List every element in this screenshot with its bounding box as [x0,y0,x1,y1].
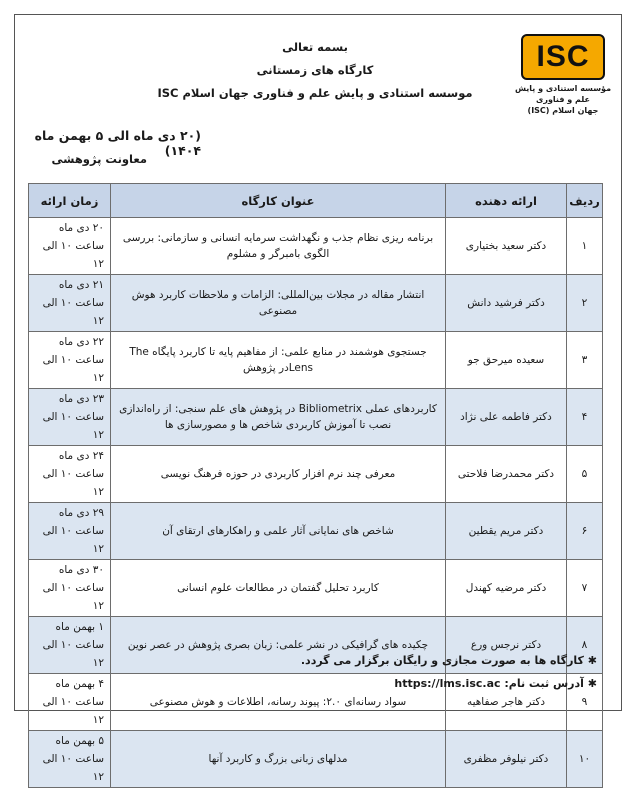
row-title: مدلهای زبانی بزرگ و کاربرد آنها [111,731,446,788]
row-date: ۱ بهمن ماه [55,621,104,633]
table-row [29,503,603,560]
row-hour: ساعت ۱۰ الی ۱۲ [42,582,104,612]
row-time [29,503,111,560]
row-title: چکیده های گرافیکی در نشر علمی: زبان بصری پژوهش در عصر نوین [111,617,446,674]
row-date: ۲۹ دی ماه [58,507,104,519]
row-presenter: دکتر نرجس ورع [446,617,567,674]
row-num: ۱ [567,218,603,275]
header-presenter: ارائه دهنده [446,184,567,218]
row-hour: ساعت ۱۰ الی ۱۲ [42,468,104,498]
header-title: عنوان کارگاه [111,184,446,218]
asterisk-icon: ✱ [587,677,597,690]
row-title: معرفی چند نرم افزار کاربردی در حوزه فرهنگ نویسی [111,446,446,503]
table-row [29,332,603,389]
header-bismillah: بسمه تعالی [282,40,348,54]
row-num: ۱۰ [567,731,603,788]
row-time [29,617,111,674]
row-presenter: دکتر هاجر صفاهیه [446,674,567,731]
isc-logo [508,34,618,116]
table-row [29,275,603,332]
row-time [29,731,111,788]
row-time [29,674,111,731]
table-row [29,446,603,503]
table-row [29,731,603,788]
row-hour: ساعت ۱۰ الی ۱۲ [42,639,104,669]
header-time: زمان ارائه [29,184,111,218]
isc-logo-badge [521,34,605,80]
row-num: ۲ [567,275,603,332]
asterisk-icon: ✱ [587,654,597,667]
row-presenter: دکتر سعید بختیاری [446,218,567,275]
note-register [394,677,597,690]
row-hour: ساعت ۱۰ الی ۱۲ [42,240,104,270]
row-date: ۴ بهمن ماه [55,678,104,690]
row-date: ۲۲ دی ماه [58,336,104,348]
row-hour: ساعت ۱۰ الی ۱۲ [42,411,104,441]
row-num: ۹ [567,674,603,731]
row-time [29,560,111,617]
logo-caption-line1: مؤسسه استنادی و پایش علم و فناوری [514,84,612,104]
row-date: ۲۱ دی ماه [58,279,104,291]
row-date: ۲۴ دی ماه [58,450,104,462]
row-title: جستجوی هوشمند در منابع علمی: از مفاهیم پایه تا کاربرد پایگاه The Lensدر پژوهش [111,332,446,389]
row-title: شاخص های نمایانی آثار علمی و راهکارهای ارتقای آن [111,503,446,560]
row-title: برنامه ریزی نظام جذب و نگهداشت سرمایه انسانی و سازمانی: بررسی الگوی بامبرگر و مشلوم [111,218,446,275]
row-title: انتشار مقاله در مجلات بین‌المللی: الزامات و ملاحظات کاربرد هوش مصنوعی [111,275,446,332]
row-hour: ساعت ۱۰ الی ۱۲ [42,297,104,327]
header-title: کارگاه های زمستانی [256,63,374,77]
row-num: ۶ [567,503,603,560]
row-hour: ساعت ۱۰ الی ۱۲ [42,525,104,555]
row-num: ۴ [567,389,603,446]
row-presenter: سعیده میرحق جو [446,332,567,389]
row-title: کاربرد تحلیل گفتمان در مطالعات علوم انسانی [111,560,446,617]
row-title: سواد رسانه‌ای ۲.۰: پیوند رسانه، اطلاعات و هوش مصنوعی [111,674,446,731]
row-num: ۳ [567,332,603,389]
note-virtual-text: کارگاه ها به صورت مجازی و رایگان برگزار می گردد. [300,654,584,667]
header-num: ردیف [567,184,603,218]
row-date: ۲۰ دی ماه [58,222,104,234]
row-hour: ساعت ۱۰ الی ۱۲ [42,354,104,384]
row-num: ۷ [567,560,603,617]
table-header-row [29,184,603,218]
note-register-label: آدرس ثبت نام: [504,677,584,690]
header-institute: موسسه استنادی و پایش علم و فناوری جهان اسلام ISC [157,86,473,100]
isc-logo-text: ISC [536,40,590,73]
table-row [29,218,603,275]
row-time [29,332,111,389]
workshop-table [28,183,603,788]
row-date: ۳۰ دی ماه [58,564,104,576]
date-range: (۲۰ دی ماه الی ۵ بهمن ماه ۱۴۰۴) [34,128,201,158]
row-num: ۸ [567,617,603,674]
row-num: ۵ [567,446,603,503]
register-link[interactable]: https://lms.isc.ac [394,677,501,690]
row-date: ۲۳ دی ماه [58,393,104,405]
row-presenter: دکتر مریم یقطین [446,503,567,560]
row-presenter: دکتر مرضیه کهندل [446,560,567,617]
row-time [29,275,111,332]
row-time [29,446,111,503]
note-virtual [301,654,597,667]
table-row [29,560,603,617]
row-hour: ساعت ۱۰ الی ۱۲ [42,696,104,726]
department: معاونت پژوهشی [51,152,147,166]
row-hour: ساعت ۱۰ الی ۱۲ [42,753,104,783]
table-row [29,389,603,446]
row-title: کاربردهای عملی Bibliometrix در پژوهش های علم سنجی: از راه‌اندازی نصب تا آموزش کاربردی شاخص ها و مصورسازی ها [111,389,446,446]
row-date: ۵ بهمن ماه [55,735,104,747]
logo-caption-line2: جهان اسلام (ISC) [527,106,599,115]
row-presenter: دکتر فاطمه علی نژاد [446,389,567,446]
row-time [29,389,111,446]
row-time [29,218,111,275]
row-presenter: دکتر فرشید دانش [446,275,567,332]
row-presenter: دکتر نیلوفر مظفری [446,731,567,788]
row-presenter: دکتر محمدرضا فلاحتی [446,446,567,503]
